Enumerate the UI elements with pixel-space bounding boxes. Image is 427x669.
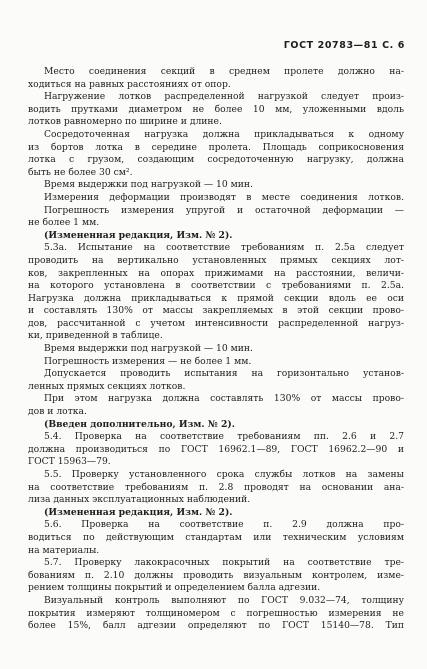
text-line: Измерения деформации производят в месте соединения лотков. xyxy=(44,191,404,203)
text-line: ки, приведенной в таблице. xyxy=(28,330,163,342)
text-line: ленных прямых секциях лотков. xyxy=(28,380,186,392)
text-line: ков, закрепленных на опорах прижимами на расстоянии, величи- xyxy=(28,267,404,279)
text-line: на материалы. xyxy=(28,544,100,556)
text-line: проводить на вертикально установленных прямых секциях лот- xyxy=(28,254,404,266)
text-line: ходиться на равных расстояниях от опор. xyxy=(28,78,231,90)
text-line: Нагружение лотков распределенной нагрузкой следует произ- xyxy=(44,91,404,103)
text-line: Сосредоточенная нагрузка должна прикладываться к одному xyxy=(44,128,404,140)
text-line: на которого установлена в соответствии с требованиями п. 2.5а. xyxy=(28,280,404,292)
text-line: лотков равномерно по ширине и длине. xyxy=(28,116,222,128)
text-line: (Введен дополнительно, Изм. № 2). xyxy=(44,418,235,430)
text-line: 5.7. Проверку лакокрасочных покрытий на соответствие тре- xyxy=(44,557,404,569)
text-line: на соответствие требованиям п. 2.8 проводят на основании ана- xyxy=(28,481,404,493)
text-line: Визуальный контроль выполняют по ГОСТ 9.032—74, толщину xyxy=(44,594,404,606)
page-header: ГОСТ 20783—81 С. 6 xyxy=(283,40,405,51)
text-line: бованиям п. 2.10 должны проводить визуальным контролем, изме- xyxy=(28,569,404,581)
text-line: быть не более 30 см². xyxy=(28,166,133,178)
text-line: 5.4. Проверка на соответствие требованиям пп. 2.6 и 2.7 xyxy=(44,431,404,443)
text-line: Допускается проводить испытания на горизонтально установ- xyxy=(44,368,404,380)
text-line: При этом нагрузка должна составлять 130% от массы прово- xyxy=(44,393,404,405)
text-line: более 15%, балл адгезии определяют по ГОСТ 15140—78. Тип xyxy=(28,620,404,632)
text-line: должна производиться по ГОСТ 16962.1—89, ГОСТ 16962.2—90 и xyxy=(28,443,404,455)
text-line: из бортов лотка в середине пролета. Площадь соприкосновения xyxy=(28,141,404,153)
text-line: не более 1 мм. xyxy=(28,217,100,229)
text-line: Погрешность измерения упругой и остаточной деформации — xyxy=(44,204,404,216)
text-line: дов, рассчитанной с учетом интенсивности распределенной нагруз- xyxy=(28,317,404,329)
text-line: (Измененная редакция, Изм. № 2). xyxy=(44,506,233,518)
text-line: рением толщины покрытий и определением балла адгезии. xyxy=(28,582,321,594)
text-line: 5.6. Проверка на соответствие п. 2.9 должна про- xyxy=(44,519,404,531)
text-line: Время выдержки под нагрузкой — 10 мин. xyxy=(44,343,253,355)
text-line: Погрешность измерения — не более 1 мм. xyxy=(44,355,252,367)
text-line: ГОСТ 15963—79. xyxy=(28,456,111,468)
text-line: дов и лотка. xyxy=(28,406,87,418)
text-line: лиза данных эксплуатационных наблюдений. xyxy=(28,494,251,506)
text-line: 5.3а. Испытание на соответствие требованиям п. 2.5а следует xyxy=(44,242,404,254)
text-line: водить прутками диаметром не более 10 мм, уложенными вдоль xyxy=(28,103,404,115)
text-line: водиться по действующим стандартам или техническим условиям xyxy=(28,531,404,543)
text-line: Нагрузка должна прикладываться к прямой секции вдоль ее оси xyxy=(28,292,404,304)
text-line: покрытия измеряют толщиномером с погрешностью измерения не xyxy=(28,607,404,619)
body-text xyxy=(28,66,404,633)
text-line: (Измененная редакция, Изм. № 2). xyxy=(44,229,233,241)
text-line: Место соединения секций в среднем пролете должно на- xyxy=(44,66,404,77)
text-line: 5.5. Проверку установленного срока службы лотков на замены xyxy=(44,469,404,480)
text-line: Время выдержки под нагрузкой — 10 мин. xyxy=(44,179,253,191)
text-line: и составлять 130% от массы закрепляемых в этой секции прово- xyxy=(28,305,404,317)
text-line: лотка с грузом, создающим сосредоточенную нагрузку, должна xyxy=(28,154,404,166)
